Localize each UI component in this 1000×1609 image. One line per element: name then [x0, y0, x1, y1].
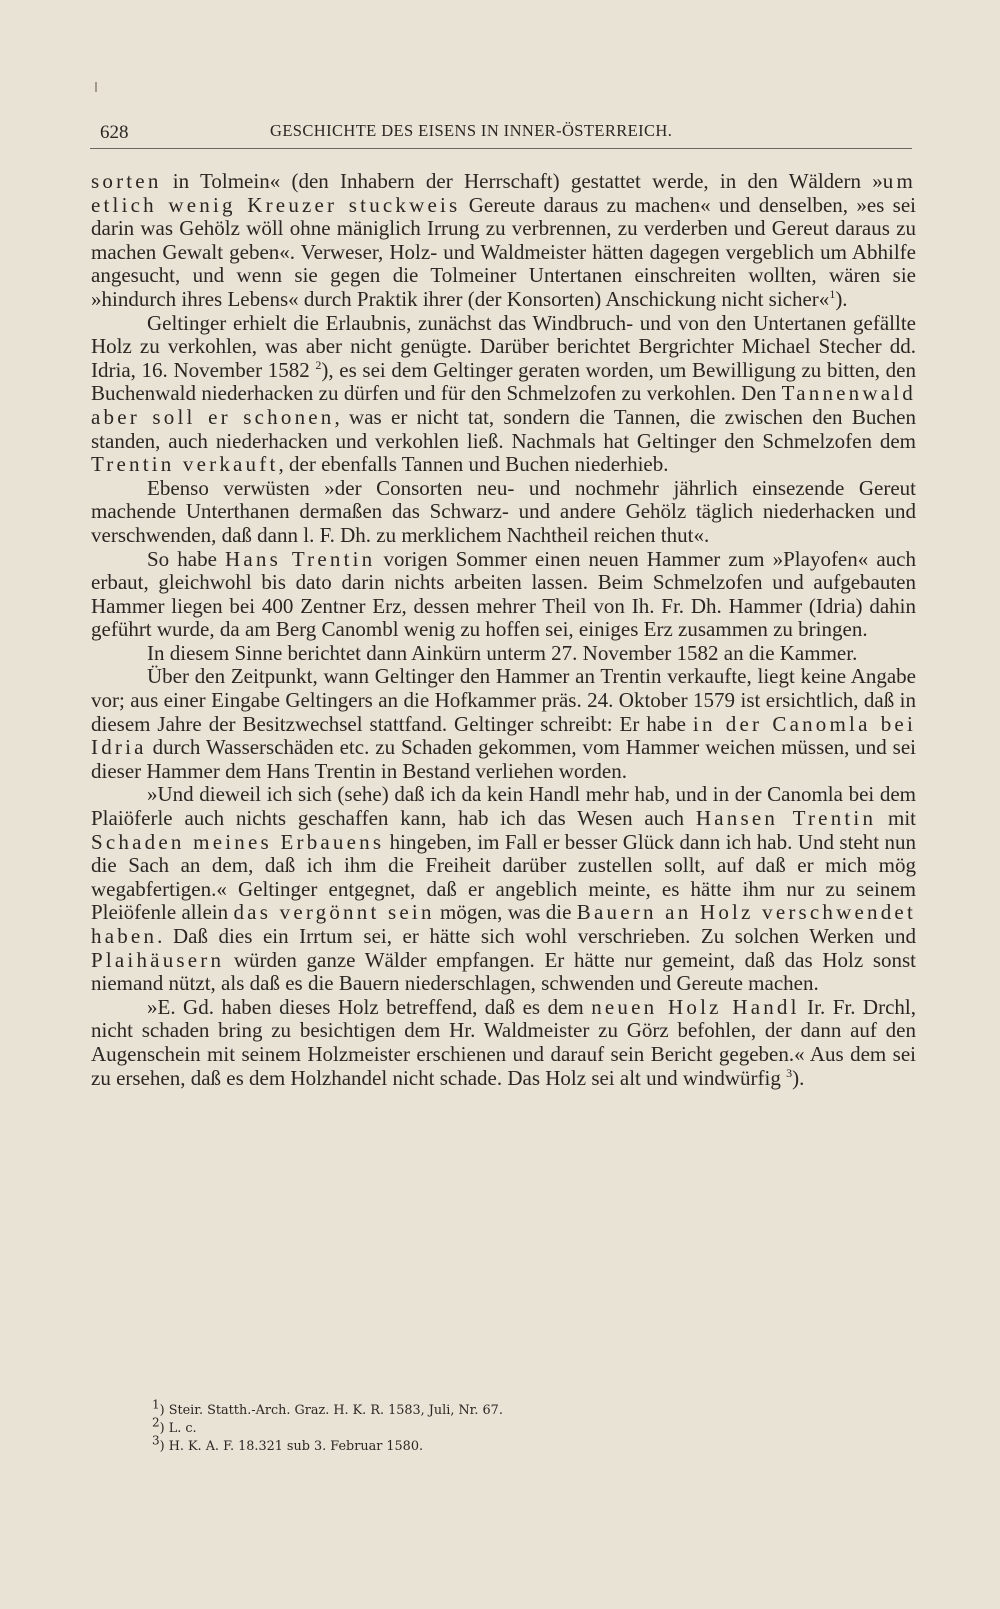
paragraph [91, 477, 916, 548]
spaced-emphasis: um etlich wenig Kreuzer stuckweis [91, 169, 916, 217]
spaced-emphasis: das vergönnt sein [233, 900, 435, 925]
spaced-emphasis: in der Canomla bei Idria [91, 711, 916, 760]
text-run: ). [792, 1065, 805, 1090]
paragraph [91, 548, 916, 642]
text-run: , der ebenfalls Tannen und Buchen niederhieb. [278, 452, 669, 477]
spaced-emphasis: Hansen Trentin [695, 806, 877, 831]
paragraph [91, 665, 916, 783]
footnote-number: 1 [152, 1397, 160, 1412]
spaced-emphasis: Plaihäusern [91, 947, 225, 972]
text-run: In diesem Sinne berichtet dann Ainkürn unterm 27. November 1582 an die Kammer. [147, 640, 858, 665]
footnote-number: 3 [152, 1433, 160, 1448]
text-run: So habe [147, 546, 226, 571]
text-run: ), es sei dem Geltinger geraten worden, um Bewilligung zu bitten, den Buchenwald niederhacken zu dürfen und für den Schmelzofen zu verkohlen. Den [91, 357, 916, 406]
footnote [152, 1415, 852, 1438]
text-run: Ir. Fr. Drchl, nicht schaden bring zu besichtigen dem Hr. Waldmeister zu Görz befohlen, der dann auf den Augenschein mit seinem Holzmeister erschienen und darauf sein Bericht gegeben.« Aus dem sei zu ersehen, daß es dem Holzhandel nicht schade. Das Holz sei alt und windwürfig [91, 994, 916, 1090]
text-run: Ebenso verwüsten »der Consorten neu- und nochmehr jährlich einsezende Gereut machende Unterthanen dermaßen das Schwarz- und andere Gehölz täglich niederhacken und verschwenden, daß dann l. F. Dh. zu merklichem Nachtheil reichen thut«. [91, 475, 916, 547]
paragraph [91, 312, 916, 477]
paragraph [91, 996, 916, 1090]
footnote-ref: 2 [315, 357, 322, 372]
spaced-emphasis: Tannenwald aber soll er schonen [91, 381, 916, 429]
text-run: mögen, was die [434, 900, 577, 925]
paragraph [91, 170, 916, 312]
running-title: GESCHICHTE DES EISENS IN INNER-ÖSTERREICH. [270, 121, 673, 140]
text-run: durch Wasserschäden etc. zu Schaden gekommen, vom Hammer weichen müssen, und sei dieser Hammer dem Hans Trentin in Bestand verliehen worden. [91, 735, 916, 783]
text-run: , was er nicht tat, sondern die Tannen, die zwischen den Buchen standen, auch niederhacken und verkohlen ließ. Nachmals hat Geltinger den Schmelzofen dem [91, 404, 916, 453]
body-text [91, 170, 916, 1090]
footnote-number: 2 [152, 1415, 160, 1430]
footnote-text: Steir. Statth.-Arch. Graz. H. K. R. 1583, Juli, Nr. 67. [168, 1403, 503, 1418]
footnote-ref: 1 [829, 286, 836, 301]
text-run: Geltinger erhielt die Erlaubnis, zunächst das Windbruch- und von den Untertanen gefällte Holz zu verkohlen, was aber nicht genügte. Darüber berichtet Bergrichter Michael Stecher dd. Idria, 16. November 1582 [91, 310, 916, 382]
text-run: würden ganze Wälder empfangen. Er hätte nur gemeint, daß das Holz sonst niemand nützt, als daß es die Bauern niederschlagen, schwenden und Gereute machen. [91, 947, 916, 996]
page-header [90, 118, 912, 149]
paragraph [91, 783, 916, 995]
footnote-text: H. K. A. F. 18.321 sub 3. Februar 1580. [168, 1439, 424, 1454]
page-number: 628 [100, 122, 129, 143]
text-run: in Tolmein« (den Inhabern der Herrschaft) gestattet werde, in den Wäldern » [161, 169, 883, 193]
footnotes [152, 1397, 852, 1456]
footnote-paren: ) [159, 1439, 169, 1454]
text-run: hingeben, im Fall er besser Glück dann ich hab. Und steht nun die Sach an dem, daß ich ihm die Freiheit darüber zustellen sollt, auf daß er mich mög wegabfertigen.« Geltinger entgegnet, daß er angeblich meinte, es hätte ihm nur zu seinem Pleiöfenle allein [91, 829, 916, 925]
text-run: mit [876, 806, 916, 831]
spaced-emphasis: sorten [91, 169, 162, 193]
text-run: Gereute daraus zu machen« und denselben, »es sei darin was Gehölz wöll ohne mäniglich Irrung zu verbrennen, zu verderben und Gereut daraus zu machen Gewalt geben«. Verweser, Holz- und Waldmeister hätten dagegen vergeblich um Abhilfe angesucht, und wenn sie gegen die Tolmeiner Untertanen einschreiten wollten, wären sie »hindurch ihres Lebens« durch Praktik ihrer (der Konsorten) Anschickung nicht sicher« [91, 192, 916, 311]
spaced-emphasis: Bauern an Holz verschwendet haben [91, 900, 916, 948]
footnote [152, 1397, 852, 1420]
footnote-paren: ) [159, 1403, 169, 1418]
footnote-paren: ) [159, 1421, 169, 1436]
spaced-emphasis: Hans Trentin [225, 546, 376, 571]
text-run: Über den Zeitpunkt, wann Geltinger den Hammer an Trentin verkaufte, liegt keine Angabe vor; aus einer Eingabe Geltingers an die Hofkammer präs. 24. Oktober 1579 ist ersichtlich, daß in diesem Jahre der Besitzwechsel stattfand. Geltinger schreibt: Er habe [91, 664, 916, 736]
spaced-emphasis: neuen Holz Handl [591, 994, 800, 1019]
spaced-emphasis: Schaden meines Erbauens [91, 829, 385, 854]
text-run: »E. Gd. haben dieses Holz betreffend, daß es dem [147, 994, 592, 1019]
text-run: vorigen Sommer einen neuen Hammer zum »Playofen« auch erbaut, gleichwohl bis dato darin nichts arbeiten lassen. Beim Schmelzofen und aufgebauten Hammer liegen bei 400 Zentner Erz, dessen mehrer Theil von Ih. Fr. Dh. Hammer (Idria) dahin geführt wurde, da am Berg Canombl wenig zu hoffen sei, einiges Erz zusammen zu bringen. [91, 546, 916, 642]
footnote [152, 1433, 852, 1456]
text-run: ). [835, 286, 848, 311]
paragraph [91, 642, 916, 666]
footnote-ref: 3 [786, 1065, 793, 1080]
spaced-emphasis: Trentin verkauft [91, 452, 279, 477]
margin-mark [95, 82, 97, 92]
text-run: »Und dieweil ich sich (sehe) daß ich da kein Handl mehr hab, und in der Canomla bei dem Plaiöferle auch nichts geschaffen kann, hab ich das Wesen auch [91, 782, 916, 831]
footnote-text: L. c. [168, 1421, 197, 1436]
text-run: . Daß dies ein Irrtum sei, er hätte sich wohl verschrieben. Zu solchen Werken und [157, 924, 916, 948]
